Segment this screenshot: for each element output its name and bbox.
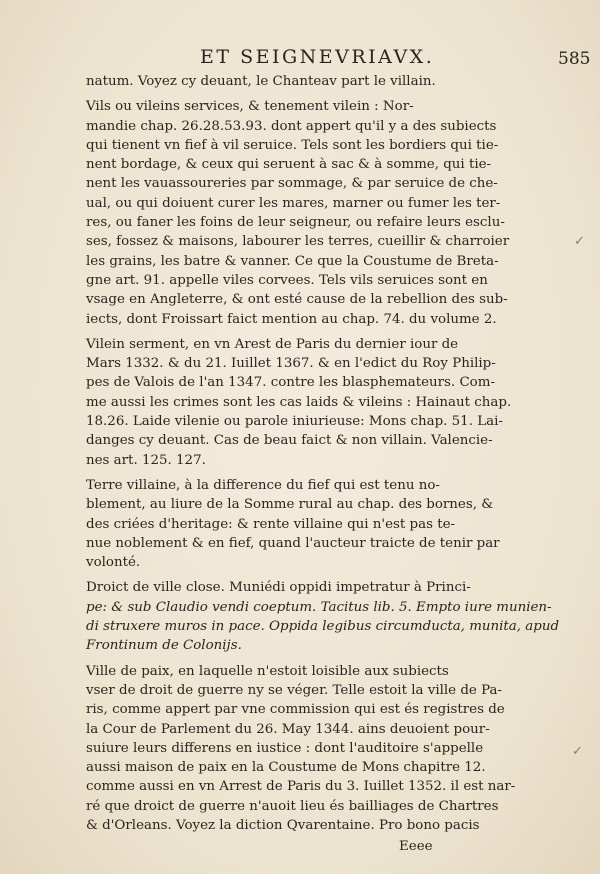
text-line: aussi maison de paix en la Coustume de Mons chapitre 12. bbox=[86, 760, 486, 776]
text-line: volonté. bbox=[86, 555, 141, 571]
folio-number: 585 bbox=[558, 49, 591, 69]
text-line: comme aussi en vn Arrest de Paris du 3. Iuillet 1352. il est nar- bbox=[86, 779, 516, 795]
text-line: blement, au liure de la Somme rural au chap. des bornes, & bbox=[86, 497, 494, 513]
text-line: & d'Orleans. Voyez la diction Qvarentaine. Pro bono pacis bbox=[86, 817, 480, 833]
text-line: des criées d'heritage: & rente villaine qui n'est pas te- bbox=[86, 516, 456, 532]
text-line: nent les vauassoureries par sommage, & par seruice de che- bbox=[86, 176, 498, 192]
text-line: ré que droict de guerre n'auoit lieu és bailliages de Chartres bbox=[86, 798, 499, 814]
text-line: vser de droit de guerre ny se véger. Telle estoit la ville de Pa- bbox=[86, 682, 503, 698]
text-line: nes art. 125. 127. bbox=[86, 452, 206, 468]
catchword-line bbox=[86, 835, 490, 857]
text-line: res, ou faner les foins de leur seigneur, ou refaire leurs esclu- bbox=[86, 215, 505, 231]
text-line: les grains, les batre & vanner. Ce que la Coustume de Breta- bbox=[86, 253, 499, 269]
text-line: Ville de paix, en laquelle n'estoit loisible aux subiects bbox=[86, 663, 449, 679]
text-line: vsage en Angleterre, & ont esté cause de la rebellion des sub- bbox=[86, 292, 508, 308]
text-line: iects, dont Froissart faict mention au chap. 74. du volume 2. bbox=[86, 311, 497, 327]
text-line: qui tienent vn fief à vil seruice. Tels sont les bordiers qui tie- bbox=[86, 137, 499, 153]
text-line: ris, comme appert par vne commission qui est és registres de bbox=[86, 702, 505, 718]
text-line: suiure leurs differens en iustice : dont l'auditoire s'appelle bbox=[86, 740, 484, 756]
text-line: ses, fossez & maisons, labourer les terres, cueillir & charroier bbox=[86, 234, 510, 250]
text-line: pes de Valois de l'an 1347. contre les blasphemateurs. Com- bbox=[86, 375, 495, 391]
margin-check-mark-icon: ✓ bbox=[574, 234, 585, 249]
text-line: ual, ou qui doiuent curer les mares, marner ou fumer les ter- bbox=[86, 195, 501, 211]
text-line: Terre villaine, à la difference du fief qui est tenu no- bbox=[86, 477, 440, 493]
catchword: Eeee bbox=[399, 839, 433, 855]
text-line: nent bordage, & ceux qui seruent à sac & à somme, qui tie- bbox=[86, 157, 492, 173]
text-line: Vilein serment, en vn Arest de Paris du dernier iour de bbox=[86, 336, 459, 352]
text-line: Mars 1332. & du 21. Iuillet 1367. & en l'edict du Roy Philip- bbox=[86, 356, 496, 372]
running-title: ET SEIGNEVRIAVX. bbox=[200, 46, 435, 68]
text-block bbox=[86, 72, 560, 857]
text-line: gne art. 91. appelle viles corvees. Tels vils seruices sont en bbox=[86, 272, 488, 288]
text-line: 18.26. Laide vilenie ou parole iniurieuse: Mons chap. 51. Lai- bbox=[86, 414, 503, 430]
text-line: pe: & sub Claudio vendi coeptum. Tacitus lib. 5. Empto iure munien- bbox=[86, 599, 552, 615]
text-line: di struxere muros in pace. Oppida legibus circumducta, munita, apud bbox=[86, 619, 560, 635]
text-line: Frontinum de Colonijs. bbox=[86, 638, 242, 654]
text-line: nue noblement & en fief, quand l'aucteur traicte de tenir par bbox=[86, 535, 500, 551]
text-line: Droict de ville close. Muniédi oppidi impetratur à Princi- bbox=[86, 580, 471, 596]
text-line: Vils ou vileins services, & tenement vilein : Nor- bbox=[86, 99, 414, 115]
text-line: la Cour de Parlement du 26. May 1344. ains deuoient pour- bbox=[86, 721, 490, 737]
text-line: danges cy deuant. Cas de beau faict & non villain. Valencie- bbox=[86, 433, 493, 449]
text-line: natum. Voyez cy deuant, le Chanteav part le villain. bbox=[86, 74, 436, 89]
margin-check-mark-icon: ✓ bbox=[572, 744, 583, 759]
text-line: me aussi les crimes sont les cas laids & vileins : Hainaut chap. bbox=[86, 394, 512, 410]
text-line: mandie chap. 26.28.53.93. dont appert qu'il y a des subiects bbox=[86, 118, 497, 134]
